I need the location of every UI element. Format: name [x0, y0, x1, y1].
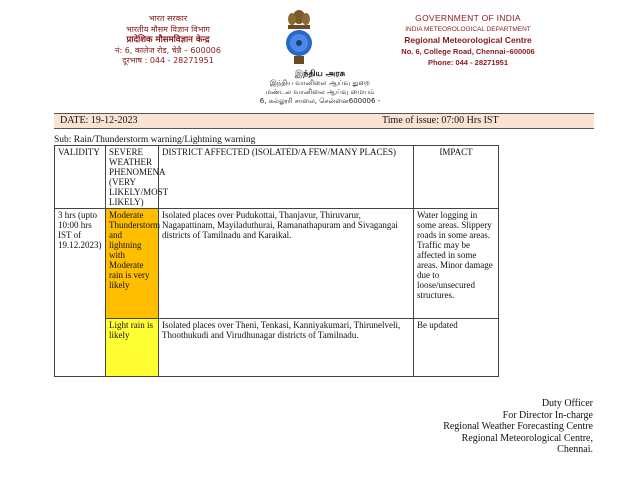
header-validity: VALIDITY [55, 146, 106, 209]
hindi-line-1: भारत सरकार [148, 14, 188, 23]
signature-line-2: For Director In-charge [502, 409, 593, 421]
header-hindi [88, 14, 248, 67]
phenomena-cell-light: Light rain is likely [106, 319, 159, 377]
signature-block [443, 398, 593, 456]
national-emblem-icon [281, 8, 317, 68]
date-band [54, 113, 594, 129]
hindi-line-4: नं: 6, कालेज रोड, चेन्नै – 600006 [115, 45, 221, 55]
header-district: DISTRICT AFFECTED (ISOLATED/A FEW/MANY PLACES) [159, 146, 414, 209]
address-line: No. 6, College Road, Chennai–600006 [401, 47, 535, 56]
header-impact: IMPACT [414, 146, 499, 209]
signature-line-1: Duty Officer [541, 398, 593, 409]
district-cell: Isolated places over Theni, Tenkasi, Kanniyakumari, Thirunelveli, Thoothukudi and Virudhunagar districts of Tamilnadu. [159, 319, 414, 377]
district-cell: Isolated places over Pudukottai, Thanjavur, Thiruvarur, Nagapattinam, Mayiladuthurai, Ramanathapuram and Sivagangai districts of Tamilnadu and Karaikal. [159, 209, 414, 319]
warning-table [54, 145, 499, 377]
imd-line: INDIA METEOROLOGICAL DEPARTMENT [405, 26, 531, 33]
hindi-line-3: प्रादेशिक मौसमविज्ञान केन्द्र [126, 35, 210, 45]
govt-line: GOVERNMENT OF INDIA [415, 13, 521, 23]
tamil-line-2: இந்திய வானிலை ஆய்வு துறை [270, 79, 370, 87]
tamil-line-4: 6, கல்லூரி சாலை, சென்னை600006 - [259, 97, 381, 105]
signature-line-3: Regional Weather Forecasting Centre [443, 421, 593, 432]
tamil-line-1: இந்திய அரசு [294, 69, 346, 79]
hindi-line-5: दूरभाष : 044 - 28271951 [122, 56, 214, 65]
header-english [388, 13, 548, 68]
table-row [55, 319, 499, 377]
signature-line-4: Regional Meteorological Centre, [461, 432, 593, 444]
impact-cell: Be updated [414, 319, 499, 377]
phenomena-cell-moderate: Moderate Thunderstorm and lightning with Moderate rain is very likely [106, 209, 159, 319]
validity-cell: 3 hrs (upto 10:00 hrs IST of 19.12.2023) [55, 209, 106, 377]
phone-line: Phone: 044 - 28271951 [427, 58, 509, 67]
rmc-line: Regional Meteorological Centre [404, 35, 532, 45]
table-row [55, 209, 499, 319]
signature-line-5: Chennai. [557, 444, 593, 455]
header-tamil [200, 70, 440, 106]
hindi-line-2: भारतीय मौसम विज्ञान विभाग [126, 24, 210, 34]
table-header-row [55, 146, 499, 209]
issue-date: DATE: 19-12-2023 [60, 115, 138, 126]
header-phenomena: SEVERE WEATHER PHENOMENA (VERY LIKELY/MOST LIKELY) [106, 146, 159, 209]
tamil-line-3: மண்டல வானிலை ஆய்வு மையம் [265, 88, 375, 96]
impact-cell: Water logging in some areas. Slippery roads in some areas. Traffic may be affected in some areas. Minor damage due to loose/unsecured structures. [414, 209, 499, 319]
issue-time: Time of issue: 07:00 Hrs IST [382, 115, 499, 126]
subject-line: Sub: Rain/Thunderstorm warning/Lightning warning [54, 135, 256, 145]
